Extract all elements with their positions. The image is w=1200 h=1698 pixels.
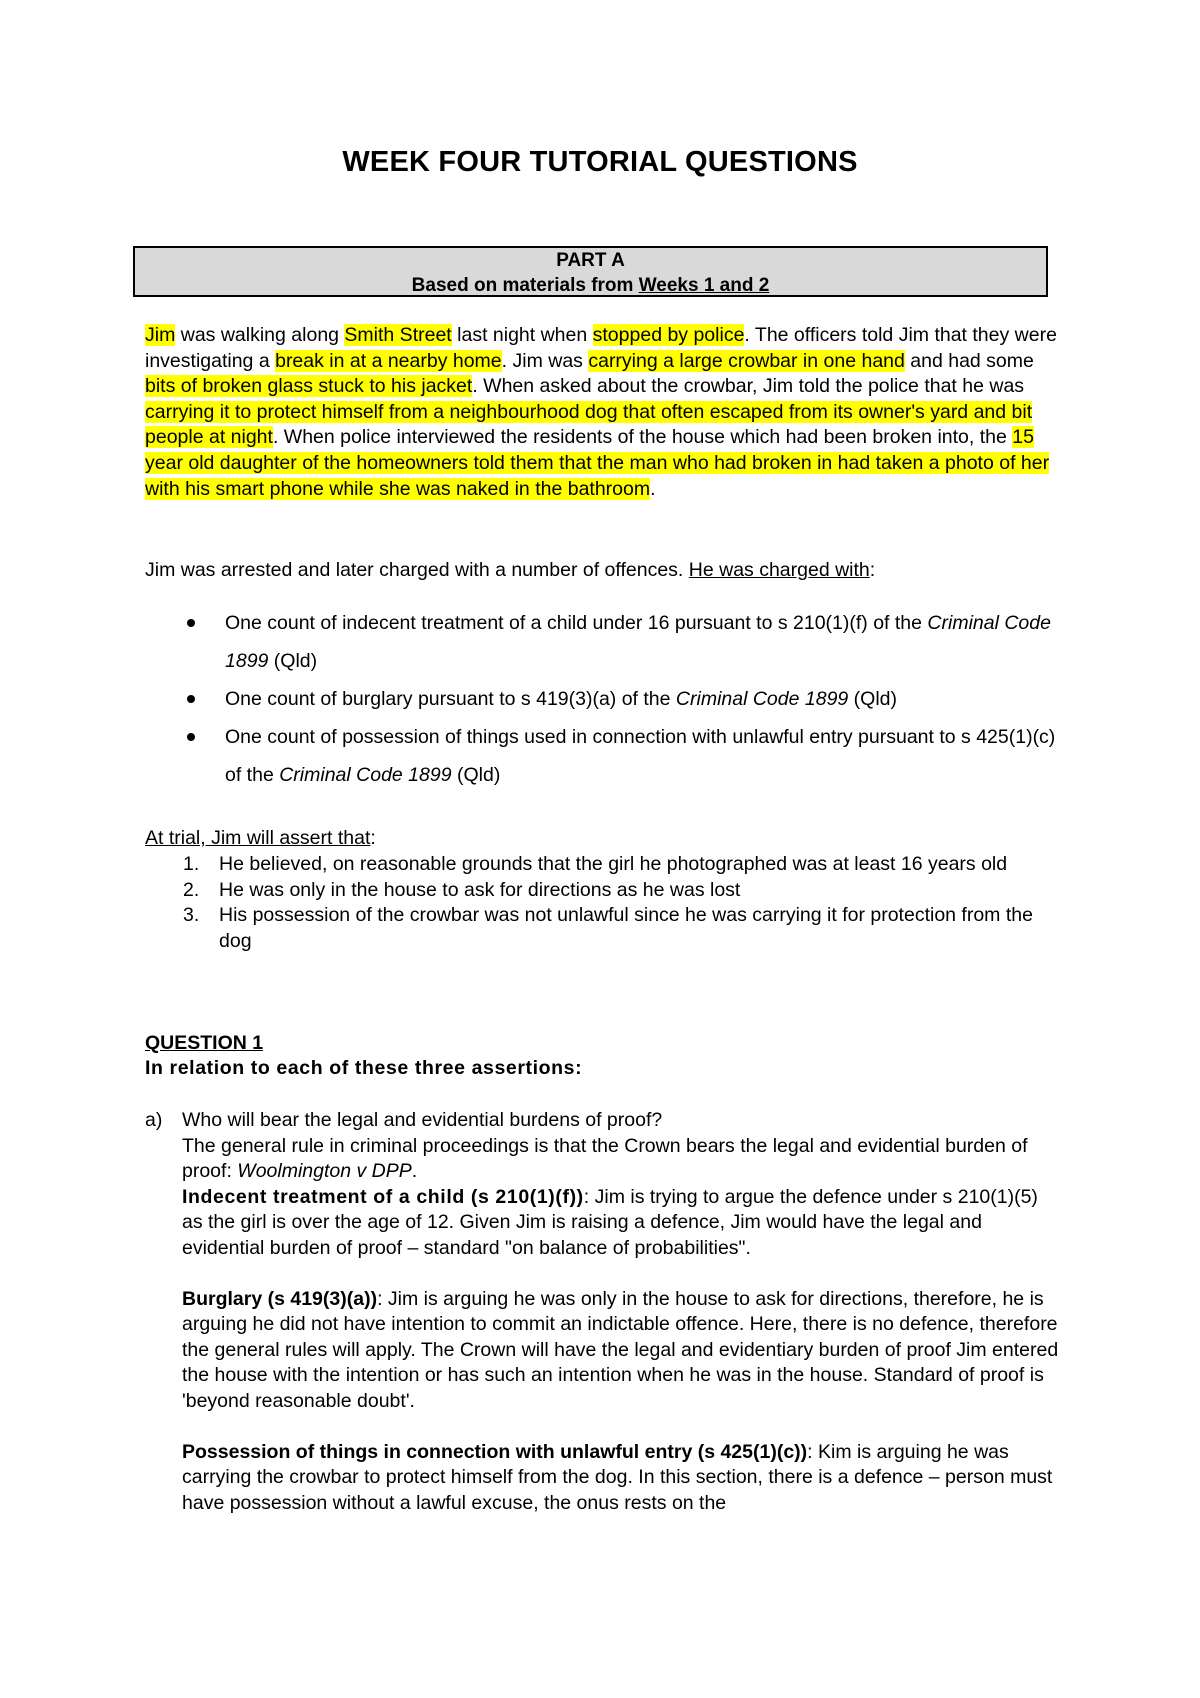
scenario-text: . When asked about the crowbar, Jim told the police that he was (472, 375, 1025, 398)
list-item (145, 718, 1065, 794)
scenario-text: . The officers told Jim that they were investigating a (145, 324, 1057, 372)
question-subheading: In relation to each of these three assertions: (145, 1057, 583, 1079)
statute-name: Criminal Code 1899 (225, 612, 1051, 672)
spacer (182, 1262, 1062, 1287)
part-subtitle-prefix: Based on materials from (411, 275, 639, 296)
list-number: 3. (183, 904, 200, 927)
part-subtitle-weeks: Weeks 1 and 2 (638, 275, 770, 296)
general-rule-end: . (411, 1160, 418, 1183)
part-a-question: Who will bear the legal and evidential burdens of proof? (182, 1109, 663, 1131)
part-label: PART A (556, 250, 625, 271)
spacer (182, 1415, 1062, 1440)
scenario-highlight: bits of broken glass stuck to his jacket (145, 375, 473, 398)
list-item (145, 680, 1065, 718)
part-subtitle (135, 273, 1046, 298)
scenario-highlight: Jim (145, 324, 176, 346)
scenario-text: and had some (904, 349, 1034, 372)
possession-body: : Kim is arguing he was carrying the crowbar to protect himself from the dog. In this section, there is a defence – person must have possession without a lawful excuse, the onus rests on the (182, 1440, 1053, 1514)
list-item (145, 903, 1065, 954)
scenario-highlight: stopped by police (592, 324, 745, 346)
scenario-paragraph (145, 323, 1065, 502)
scenario-text: . When police interviewed the residents of the house which had been broken into, the (272, 426, 1013, 449)
scenario-highlight: carrying it to protect himself from a neighbourhood dog that often escaped from its owner's yard and bit people at night (145, 400, 1033, 449)
part-a-answer (182, 1108, 1062, 1516)
assertion-text: He believed, on reasonable grounds that the girl he photographed was at least 16 years old (219, 853, 1008, 875)
charged-underlined: He was charged with (688, 559, 870, 581)
scenario-text: . (650, 477, 656, 500)
charged-paragraph (145, 558, 1065, 584)
question-heading (145, 1031, 1065, 1057)
general-rule (182, 1134, 1062, 1185)
scenario-highlight: 15 year old daughter of the homeowners told them that the man who had broken in had taken a photo of her with his smart phone while she was naked in the bathroom (145, 426, 1050, 500)
indecent-heading: Indecent treatment of a child (s 210(1)(f)) (182, 1185, 584, 1208)
list-item (145, 604, 1065, 680)
bullet-icon (187, 733, 195, 741)
assertion-text: His possession of the crowbar was not unlawful since he was carrying it for protection from the dog (219, 904, 1033, 952)
scenario-highlight: break in at a nearby home (275, 349, 502, 372)
possession-answer (182, 1440, 1062, 1517)
question-title: QUESTION 1 (145, 1032, 264, 1054)
part-a-header-box (133, 246, 1048, 297)
trial-underlined: At trial, Jim will assert that (145, 827, 371, 849)
charges-list (145, 604, 1065, 794)
trial-intro (145, 826, 1065, 852)
part-a-label: a) (145, 1109, 163, 1131)
statute-name: Criminal Code 1899 (675, 688, 849, 710)
assertions-list (145, 852, 1065, 954)
charge-text: One count of indecent treatment of a child under 16 pursuant to s 210(1)(f) of the (225, 612, 928, 634)
charged-suffix: : (869, 559, 876, 581)
scenario-highlight: Smith Street (344, 324, 452, 346)
burglary-answer (182, 1287, 1062, 1415)
jurisdiction: (Qld) (848, 688, 898, 710)
burglary-body: : Jim is arguing he was only in the house to ask for directions, therefore, he is arguing he did not have intention to commit an indictable offence. Here, there is no defence, therefore the general rules will apply. The Crown will have the legal and evidentiary burden of proof Jim entered the house with the intention or has such an intention when he was in the house. Standard of proof is 'beyond reasonable doubt'. (182, 1287, 1059, 1412)
list-item (145, 852, 1065, 878)
charge-text: One count of burglary pursuant to s 419(3)(a) of the (225, 688, 676, 710)
scenario-text: . Jim was (501, 349, 589, 372)
general-rule-text: The general rule in criminal proceedings is that the Crown bears the legal and evidential burden of proof: (182, 1134, 1028, 1183)
list-item (145, 878, 1065, 904)
scenario-text: was walking along (175, 324, 345, 346)
jurisdiction: (Qld) (451, 764, 501, 786)
list-number: 1. (183, 853, 200, 875)
charge-text: One count of possession of things used in connection with unlawful entry pursuant to s 425(1)(c) of the (225, 726, 1056, 786)
page-title: WEEK FOUR TUTORIAL QUESTIONS (342, 146, 858, 178)
possession-heading: Possession of things in connection with unlawful entry (s 425(1)(c)) (182, 1440, 808, 1463)
indecent-treatment-answer (182, 1185, 1062, 1262)
burglary-heading: Burglary (s 419(3)(a)) (182, 1287, 378, 1310)
bullet-icon (187, 695, 195, 703)
indecent-body: : Jim is trying to argue the defence under s 210(1)(5) as the girl is over the age of 12. Given Jim is raising a defence, Jim would have the legal and evidential burden of proof – standard "on balance of probabilities". (182, 1185, 1038, 1259)
trial-suffix: : (370, 827, 376, 849)
bullet-icon (187, 619, 195, 627)
charged-prefix: Jim was arrested and later charged with a number of offences. (145, 559, 689, 581)
statute-name: Criminal Code 1899 (279, 764, 452, 786)
scenario-highlight: carrying a large crowbar in one hand (588, 349, 905, 372)
list-number: 2. (183, 878, 200, 901)
assertion-text: He was only in the house to ask for directions as he was lost (219, 878, 741, 901)
case-name: Woolmington v DPP (237, 1160, 412, 1183)
jurisdiction: (Qld) (268, 650, 318, 672)
scenario-text: last night when (451, 324, 593, 346)
